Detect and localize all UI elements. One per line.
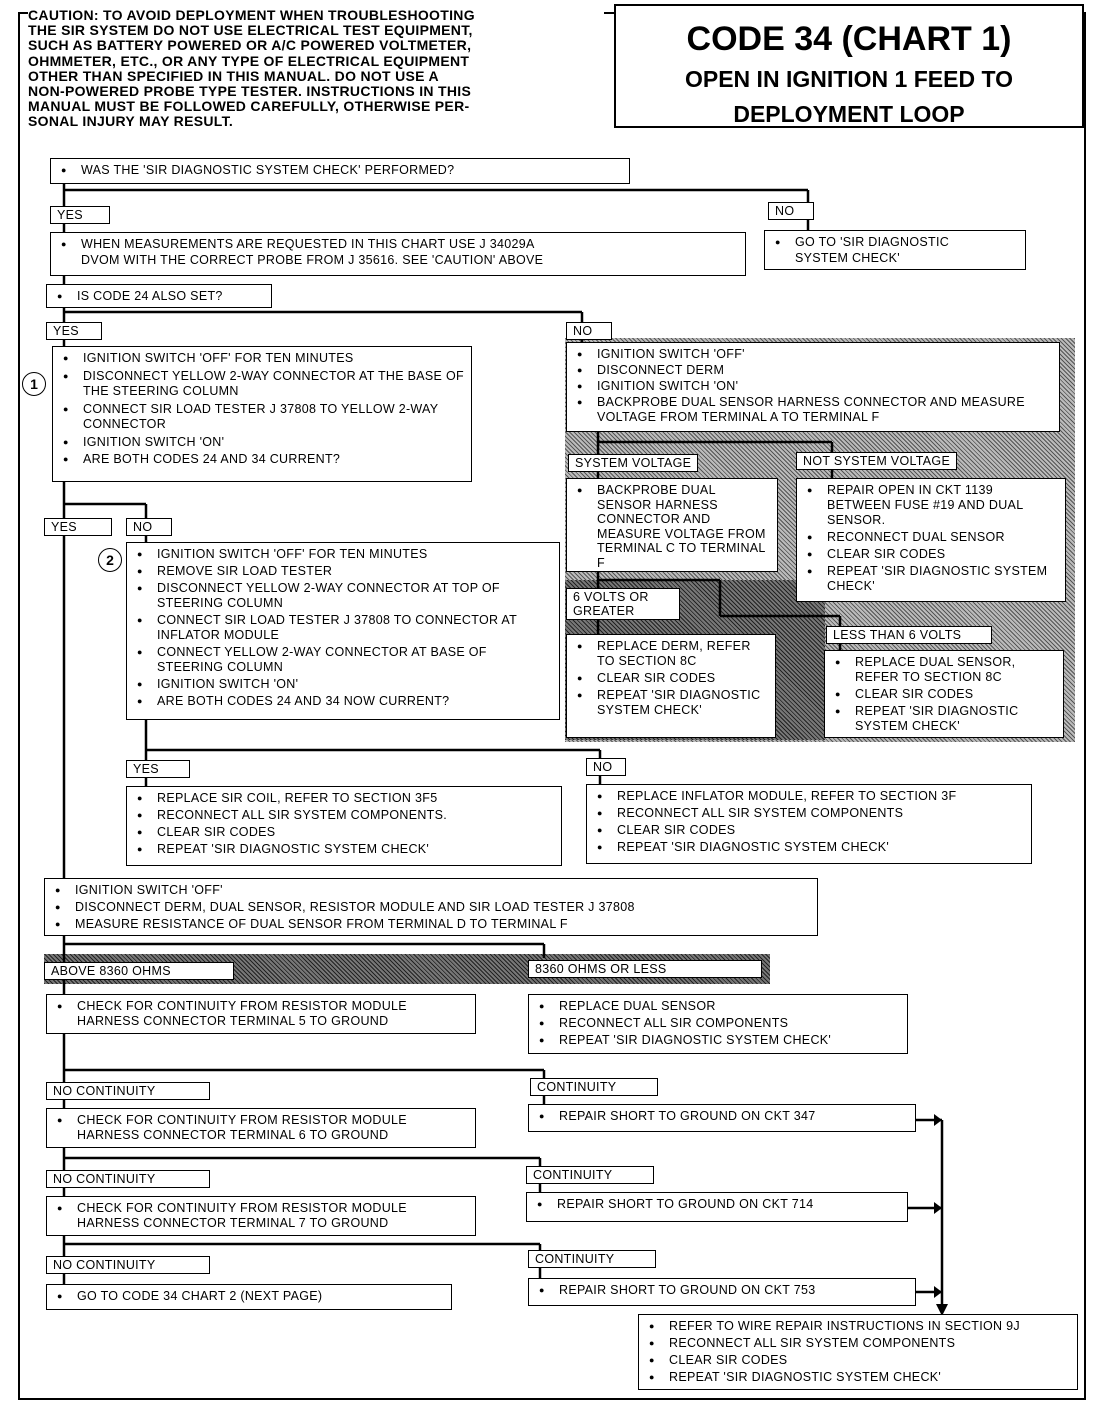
step-text: ● REPLACE INFLATOR MODULE, REFER TO SECTION 3F xyxy=(595,789,1025,804)
step-text: ● RECONNECT ALL SIR SYSTEM COMPONENTS. xyxy=(135,808,555,823)
backprobe-c-box xyxy=(566,478,778,572)
step-text: ● CLEAR SIR CODES xyxy=(647,1353,1071,1368)
six-volts-or-greater-label xyxy=(566,588,680,620)
step-text: SYSTEM CHECK' xyxy=(795,250,900,265)
no-label: NO xyxy=(566,322,612,340)
step-text: ● CHECK FOR CONTINUITY FROM RESISTOR MODULE HARNESS CONNECTOR TERMINAL 7 TO GROUND xyxy=(55,1201,469,1231)
step-text: ● REPAIR OPEN IN CKT 1139 BETWEEN FUSE #19 AND DUAL SENSOR. xyxy=(805,483,1059,528)
no-branch-box xyxy=(566,342,1060,432)
step-text: ● RECONNECT DUAL SENSOR xyxy=(805,530,1059,545)
system-voltage-label: SYSTEM VOLTAGE xyxy=(568,454,698,472)
step-text: ● BACKPROBE DUAL SENSOR HARNESS CONNECTOR AND MEASURE VOLTAGE FROM TERMINAL A TO TERMINAL F xyxy=(575,395,1053,425)
replace-derm-box xyxy=(566,634,776,738)
wire-repair-box xyxy=(638,1314,1078,1390)
measure-resistance-box xyxy=(44,878,818,936)
yes-label: YES xyxy=(46,322,102,340)
step2-box xyxy=(126,542,560,720)
label-line: GREATER xyxy=(573,604,635,618)
no-label: NO xyxy=(768,202,814,220)
step-text: ● REPLACE DUAL SENSOR xyxy=(537,999,901,1014)
caution-line: THE SIR SYSTEM DO NOT USE ELECTRICAL TEST EQUIPMENT, xyxy=(28,22,473,39)
step-number-1: 1 xyxy=(22,372,46,396)
no-continuity-label: NO CONTINUITY xyxy=(46,1170,210,1188)
goto-chart2-box xyxy=(46,1284,452,1310)
step-text: ● REMOVE SIR LOAD TESTER xyxy=(135,564,553,579)
step-text: ● IGNITION SWITCH 'ON' xyxy=(61,435,465,451)
title-box xyxy=(614,4,1084,128)
repair-347-box xyxy=(528,1104,916,1132)
step-text: ● RECONNECT ALL SIR COMPONENTS xyxy=(537,1016,901,1031)
caution-line: SUCH AS BATTERY POWERED OR A/C POWERED VOLTMETER, xyxy=(28,37,472,54)
step1-box xyxy=(52,346,472,482)
continuity-label: CONTINUITY xyxy=(530,1078,658,1096)
step-text: ● REPAIR SHORT TO GROUND ON CKT 347 xyxy=(537,1109,909,1125)
step-text: ● IGNITION SWITCH 'OFF' FOR TEN MINUTES xyxy=(61,351,465,367)
replace-dual-sensor-box xyxy=(824,650,1064,738)
step-text: ● WAS THE 'SIR DIAGNOSTIC SYSTEM CHECK' PERFORMED? xyxy=(59,163,623,179)
check-terminal7-box xyxy=(46,1196,476,1236)
question-diag-check xyxy=(50,158,630,184)
step-text: ● REFER TO WIRE REPAIR INSTRUCTIONS IN SECTION 9J xyxy=(647,1319,1071,1334)
step-text: DVOM WITH THE CORRECT PROBE FROM J 35616. SEE 'CAUTION' ABOVE xyxy=(81,252,544,267)
caution-line: OHMMETER, ETC., OR ANY TYPE OF ELECTRICAL EQUIPMENT xyxy=(28,52,470,69)
step-text: ● ARE BOTH CODES 24 AND 34 NOW CURRENT? xyxy=(135,694,553,709)
step-text: ● CLEAR SIR CODES xyxy=(595,823,1025,838)
caution-text xyxy=(28,8,604,130)
step-text: ● CONNECT YELLOW 2-WAY CONNECTOR AT BASE OF STEERING COLUMN xyxy=(135,645,553,675)
caution-line: NON-POWERED PROBE TYPE TESTER. INSTRUCTIONS IN THIS xyxy=(28,83,472,100)
check-terminal6-box xyxy=(46,1108,476,1148)
step-text: ● CLEAR SIR CODES xyxy=(135,825,555,840)
step-text: ● IGNITION SWITCH 'OFF' xyxy=(575,347,1053,362)
step-text: ● REPEAT 'SIR DIAGNOSTIC SYSTEM CHECK' xyxy=(805,564,1059,594)
step-text: ● REPEAT 'SIR DIAGNOSTIC SYSTEM CHECK' xyxy=(135,842,555,857)
step-text: ● CLEAR SIR CODES xyxy=(833,687,1057,702)
continuity-label: CONTINUITY xyxy=(528,1250,656,1268)
chart-subtitle-1: OPEN IN IGNITION 1 FEED TO xyxy=(684,66,1013,92)
repair-1139-box xyxy=(796,478,1066,602)
caution-line: MANUAL MUST BE FOLLOWED CAREFULLY, OTHERWISE PER- xyxy=(28,98,470,115)
step-text: ● GO TO CODE 34 CHART 2 (NEXT PAGE) xyxy=(55,1289,445,1305)
yes-label: YES xyxy=(126,760,190,778)
no-label: NO xyxy=(586,758,626,776)
step-text: ● DISCONNECT DERM xyxy=(575,363,1053,378)
step-text: ● DISCONNECT DERM, DUAL SENSOR, RESISTOR MODULE AND SIR LOAD TESTER J 37808 xyxy=(53,900,811,915)
goto-diag-check xyxy=(764,230,1026,270)
check-terminal5-box xyxy=(46,994,476,1034)
step-text: ● REPLACE SIR COIL, REFER TO SECTION 3F5 xyxy=(135,791,555,806)
step-text: ● IS CODE 24 ALSO SET? xyxy=(55,289,265,305)
step-text: ● RECONNECT ALL SIR SYSTEM COMPONENTS xyxy=(595,806,1025,821)
no-label: NO xyxy=(126,518,172,536)
step-text: ● REPLACE DERM, REFER TO SECTION 8C xyxy=(575,639,769,669)
continuity-label: CONTINUITY xyxy=(526,1166,654,1184)
step-text: ● REPEAT 'SIR DIAGNOSTIC SYSTEM CHECK' xyxy=(595,840,1025,855)
step-text: ● DISCONNECT YELLOW 2-WAY CONNECTOR AT TOP OF STEERING COLUMN xyxy=(135,581,553,611)
caution-line: CAUTION: TO AVOID DEPLOYMENT WHEN TROUBLESHOOTING xyxy=(28,7,475,23)
step-text: ● REPEAT 'SIR DIAGNOSTIC SYSTEM CHECK' xyxy=(537,1033,901,1048)
step-text: ● REPEAT 'SIR DIAGNOSTIC SYSTEM CHECK' xyxy=(575,688,769,718)
step-text: ● CLEAR SIR CODES xyxy=(575,671,769,686)
step-text: ● IGNITION SWITCH 'ON' xyxy=(575,379,1053,394)
step-text: ● CHECK FOR CONTINUITY FROM RESISTOR MODULE HARNESS CONNECTOR TERMINAL 5 TO GROUND xyxy=(55,999,469,1029)
step-text: ● BACKPROBE DUAL SENSOR HARNESS CONNECTOR AND MEASURE VOLTAGE FROM TERMINAL C TO TERMINAL F xyxy=(575,483,771,570)
chart-subtitle-2: DEPLOYMENT LOOP xyxy=(733,101,965,127)
repair-714-box xyxy=(526,1192,908,1222)
less-than-6-volts-label: LESS THAN 6 VOLTS xyxy=(826,626,992,644)
chart-title: CODE 34 (CHART 1) xyxy=(686,20,1012,58)
step-text: ● ARE BOTH CODES 24 AND 34 CURRENT? xyxy=(61,452,465,468)
no-continuity-label: NO CONTINUITY xyxy=(46,1256,210,1274)
step-text: ● REPLACE DUAL SENSOR, REFER TO SECTION 8C xyxy=(833,655,1057,685)
yes-label: YES xyxy=(44,518,112,536)
step-text: ● REPEAT 'SIR DIAGNOSTIC SYSTEM CHECK' xyxy=(833,704,1057,734)
step-text: ● CONNECT SIR LOAD TESTER J 37808 TO CONNECTOR AT INFLATOR MODULE xyxy=(135,613,553,643)
replace-coil-box xyxy=(126,786,562,866)
not-system-voltage-label: NOT SYSTEM VOLTAGE xyxy=(796,452,957,470)
step-text: ● GO TO 'SIR DIAGNOSTIC xyxy=(795,235,950,249)
step-text: ● IGNITION SWITCH 'OFF' xyxy=(53,883,811,898)
above-8360-label: ABOVE 8360 OHMS xyxy=(44,962,234,980)
step-text: ● CLEAR SIR CODES xyxy=(805,547,1059,562)
step-text: ● DISCONNECT YELLOW 2-WAY CONNECTOR AT THE BASE OF THE STEERING COLUMN xyxy=(61,369,465,400)
measurement-note xyxy=(50,232,746,276)
step-text: ● REPAIR SHORT TO GROUND ON CKT 714 xyxy=(535,1197,901,1213)
step-text: ● REPEAT 'SIR DIAGNOSTIC SYSTEM CHECK' xyxy=(647,1370,1071,1385)
replace-inflator-box xyxy=(586,784,1032,864)
repair-753-box xyxy=(528,1278,916,1306)
step-text: ● IGNITION SWITCH 'ON' xyxy=(135,677,553,692)
caution-line: SONAL INJURY MAY RESULT. xyxy=(28,113,234,130)
step-text: ● WHEN MEASUREMENTS ARE REQUESTED IN THIS CHART USE J 34029A xyxy=(81,237,535,251)
step-text: ● CHECK FOR CONTINUITY FROM RESISTOR MODULE HARNESS CONNECTOR TERMINAL 6 TO GROUND xyxy=(55,1113,469,1143)
replace-dual-sensor-2-box xyxy=(528,994,908,1054)
step-text: ● MEASURE RESISTANCE OF DUAL SENSOR FROM TERMINAL D TO TERMINAL F xyxy=(53,917,811,932)
le-8360-label: 8360 OHMS OR LESS xyxy=(528,960,762,978)
step-text: ● REPAIR SHORT TO GROUND ON CKT 753 xyxy=(537,1283,909,1299)
step-number-2: 2 xyxy=(98,548,122,572)
step-text: ● RECONNECT ALL SIR SYSTEM COMPONENTS xyxy=(647,1336,1071,1351)
label-line: 6 VOLTS OR xyxy=(573,590,649,604)
no-continuity-label: NO CONTINUITY xyxy=(46,1082,210,1100)
step-text: ● IGNITION SWITCH 'OFF' FOR TEN MINUTES xyxy=(135,547,553,562)
question-code24 xyxy=(46,284,272,308)
step-text: ● CONNECT SIR LOAD TESTER J 37808 TO YELLOW 2-WAY CONNECTOR xyxy=(61,402,465,433)
yes-label: YES xyxy=(50,206,110,224)
caution-line: OTHER THAN SPECIFIED IN THIS MANUAL. DO NOT USE A xyxy=(28,67,439,84)
